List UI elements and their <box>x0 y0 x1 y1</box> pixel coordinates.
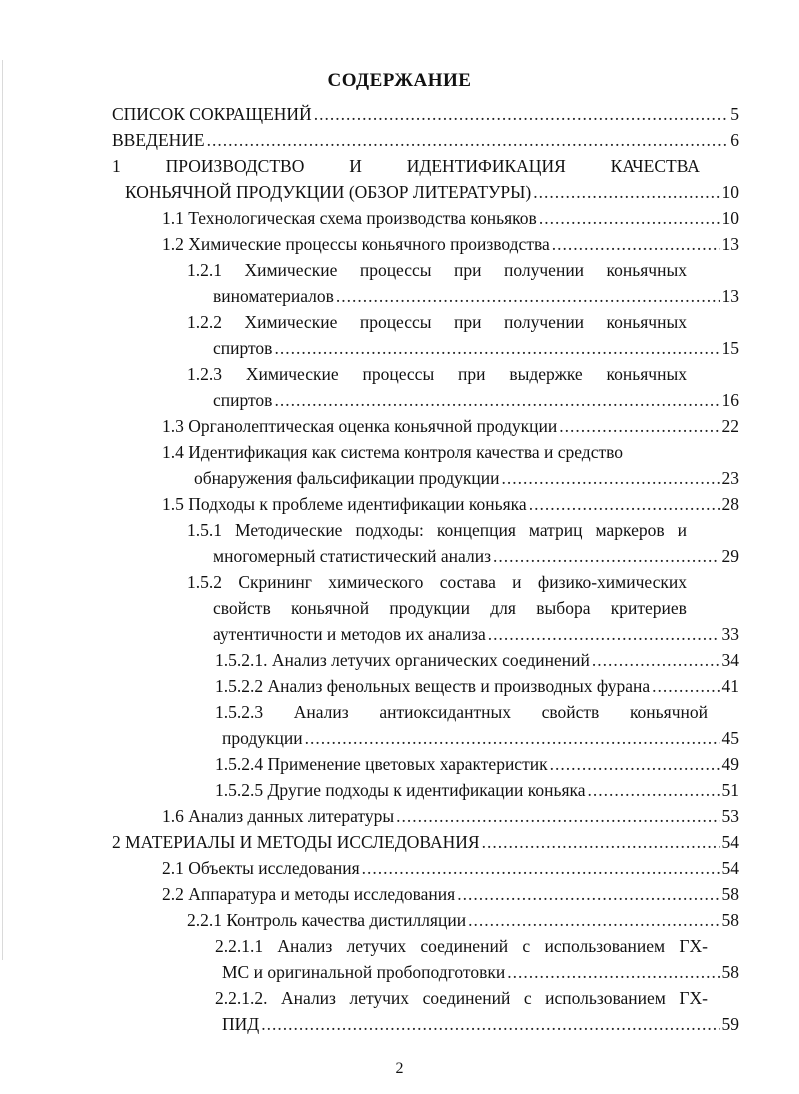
leader-dots <box>533 179 719 205</box>
toc-entry-1-2-3[interactable]: 1.2.3 Химические процессы при выдержке коньячных <box>187 364 687 384</box>
toc-entry-chapter-1-cont[interactable]: КОНЬЯЧНОЙ ПРОДУКЦИИ (ОБЗОР ЛИТЕРАТУРЫ) ..... 10 <box>125 179 739 205</box>
toc-entry-2-2-1-1-cont[interactable]: МС и оригинальной пробоподготовки ..... 58 <box>222 959 739 985</box>
leader-dots <box>314 101 729 127</box>
leader-dots <box>529 491 720 517</box>
toc-entry-1-6[interactable]: 1.6 Анализ данных литературы ..... 53 <box>162 803 739 829</box>
leader-dots <box>493 543 720 569</box>
leader-dots <box>652 673 719 699</box>
leader-dots <box>261 1011 719 1037</box>
toc-entry-2-1[interactable]: 2.1 Объекты исследования ..... 54 <box>162 855 739 881</box>
toc-entry-2-2-1-2-cont[interactable]: ПИД ..... 59 <box>222 1011 739 1037</box>
toc-entry-1-5-2-4[interactable]: 1.5.2.4 Применение цветовых характеристик ..... 49 <box>215 751 739 777</box>
leader-dots <box>468 907 719 933</box>
leader-dots <box>488 621 720 647</box>
leader-dots <box>592 647 720 673</box>
toc-entry-1-5-2-cont[interactable]: аутентичности и методов их анализа ..... 33 <box>213 621 739 647</box>
leader-dots <box>274 335 719 361</box>
toc-entry-1-2-2[interactable]: 1.2.2 Химические процессы при получении коньячных <box>187 312 687 332</box>
leader-dots <box>482 829 720 855</box>
leader-dots <box>507 959 719 985</box>
toc-entry-1-4[interactable]: 1.4 Идентификация как система контроля качества и средство <box>162 442 624 462</box>
toc-entry-1-5-2-5[interactable]: 1.5.2.5 Другие подходы к идентификации коньяка ..... 51 <box>215 777 739 803</box>
toc-entry-1-5-2-3[interactable]: 1.5.2.3 Анализ антиоксидантных свойств коньячной <box>215 702 708 722</box>
toc-entry-2-2-1-1[interactable]: 2.2.1.1 Анализ летучих соединений с использованием ГХ- <box>215 936 708 956</box>
toc-entry-1-3[interactable]: 1.3 Органолептическая оценка коньячной продукции ..... 22 <box>162 413 739 439</box>
toc-entry-introduction[interactable]: ВВЕДЕНИЕ ..... 6 <box>112 127 739 153</box>
toc-entry-1-2-2-cont[interactable]: спиртов ..... 15 <box>213 335 739 361</box>
leader-dots <box>559 413 719 439</box>
leader-dots <box>207 127 729 153</box>
leader-dots <box>588 777 720 803</box>
toc-entry-1-2[interactable]: 1.2 Химические процессы коньячного производства ..... 13 <box>162 231 739 257</box>
leader-dots <box>336 283 720 309</box>
toc-entry-1-2-3-cont[interactable]: спиртов ..... 16 <box>213 387 739 413</box>
toc-entry-1-2-1-cont[interactable]: виноматериалов ..... 13 <box>213 283 739 309</box>
leader-dots <box>274 387 719 413</box>
toc-entry-1-5-2-2[interactable]: 1.5.2.2 Анализ фенольных веществ и производных фурана ..... 41 <box>215 673 739 699</box>
toc-entry-1-5-2[interactable]: 1.5.2 Скрининг химического состава и физико-химических <box>187 572 687 592</box>
leader-dots <box>396 803 719 829</box>
toc-entry-1-4-cont[interactable]: обнаружения фальсификации продукции ..... 23 <box>194 465 739 491</box>
toc-entry-1-1[interactable]: 1.1 Технологическая схема производства коньяков ..... 10 <box>162 205 739 231</box>
leader-dots <box>362 855 720 881</box>
toc-entry-2-2-1[interactable]: 2.2.1 Контроль качества дистилляции ..... 58 <box>187 907 739 933</box>
toc-entry-chapter-2[interactable]: 2 МАТЕРИАЛЫ И МЕТОДЫ ИССЛЕДОВАНИЯ ..... 54 <box>112 829 739 855</box>
toc-entry-1-5-1-cont[interactable]: многомерный статистический анализ ..... 29 <box>213 543 739 569</box>
leader-dots <box>305 725 720 751</box>
toc-entry-1-2-1[interactable]: 1.2.1 Химические процессы при получении коньячных <box>187 260 687 280</box>
page-title: СОДЕРЖАНИЕ <box>327 70 472 91</box>
leader-dots <box>457 881 719 907</box>
toc-entry-1-5-2-line2[interactable]: свойств коньячной продукции для выбора критериев <box>213 598 687 618</box>
leader-dots <box>550 751 720 777</box>
leader-dots <box>502 465 720 491</box>
toc-entry-1-5-2-1[interactable]: 1.5.2.1. Анализ летучих органических соединений ..... 34 <box>215 647 739 673</box>
toc-entry-2-2[interactable]: 2.2 Аппаратура и методы исследования ..... 58 <box>162 881 739 907</box>
leader-dots <box>552 231 720 257</box>
leader-dots <box>539 205 720 231</box>
toc-entry-2-2-1-2[interactable]: 2.2.1.2. Анализ летучих соединений с использованием ГХ- <box>215 988 708 1008</box>
toc-entry-chapter-1[interactable]: 1 ПРОИЗВОДСТВО И ИДЕНТИФИКАЦИЯ КАЧЕСТВА <box>112 156 700 176</box>
toc-entry-1-5-1[interactable]: 1.5.1 Методические подходы: концепция матриц маркеров и <box>187 520 687 540</box>
toc-entry-abbreviations[interactable]: СПИСОК СОКРАЩЕНИЙ ..... 5 <box>112 101 739 127</box>
toc-entry-1-5[interactable]: 1.5 Подходы к проблеме идентификации коньяка ..... 28 <box>162 491 739 517</box>
toc-entry-1-5-2-3-cont[interactable]: продукции ..... 45 <box>222 725 739 751</box>
page-number: 2 <box>395 1060 404 1077</box>
